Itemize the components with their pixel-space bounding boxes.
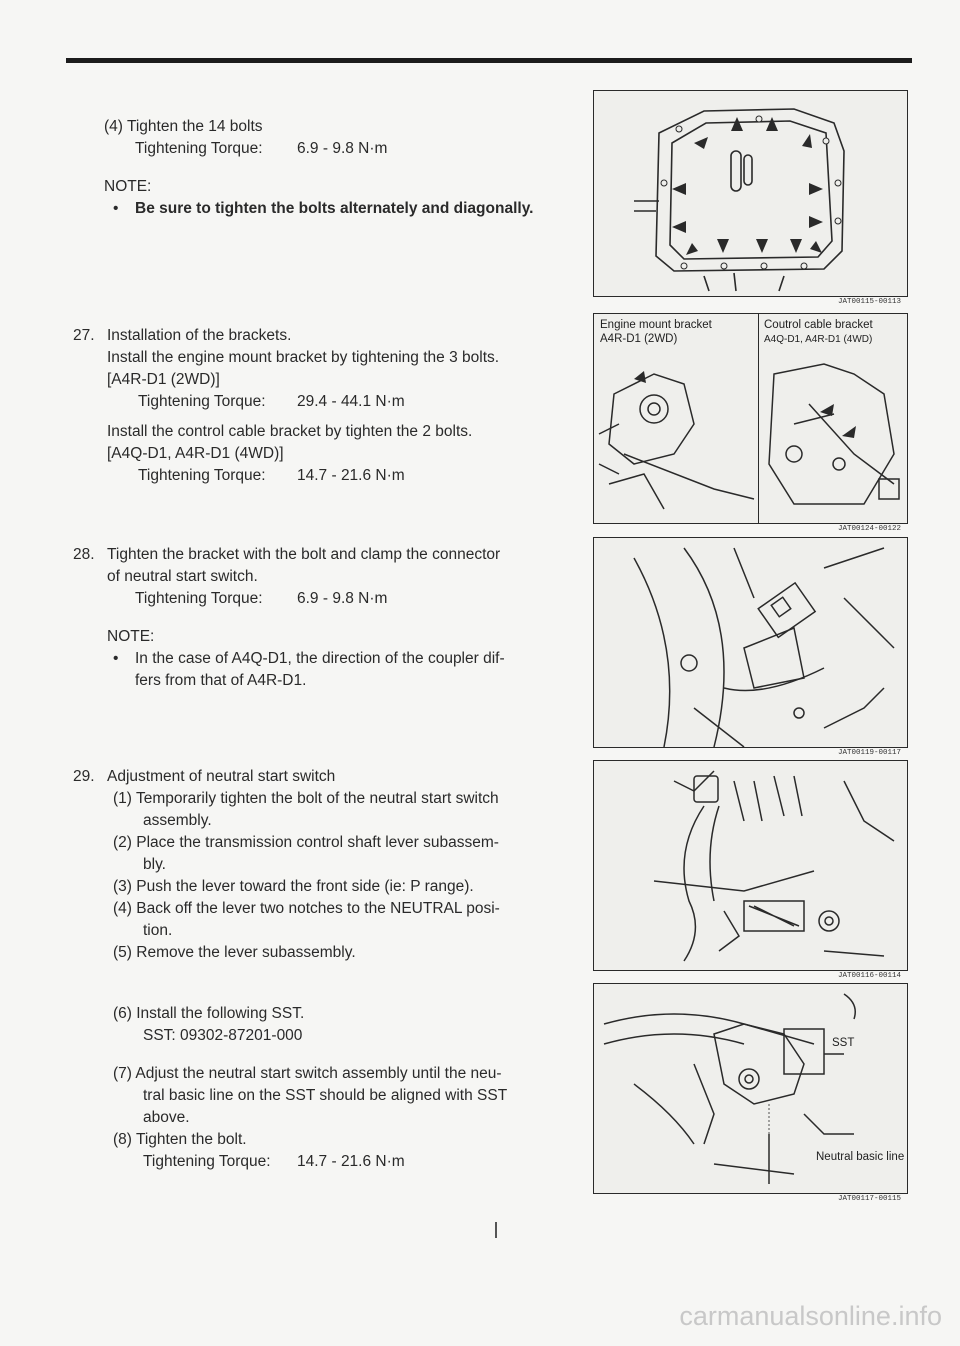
- figure-brackets: [593, 313, 908, 524]
- step28-number: 28.: [73, 546, 95, 563]
- figure3-id: JAT00119-00117: [838, 749, 902, 757]
- fig2-left-caption1: Engine mount bracket: [600, 319, 712, 331]
- step28-note-heading: NOTE:: [107, 628, 155, 645]
- step29-s1a: (1) Temporarily tighten the bolt of the neutral start switch: [113, 790, 499, 807]
- figure2-id: JAT00124-00122: [838, 525, 902, 533]
- step28-line2: of neutral start switch.: [107, 568, 258, 585]
- fig2-right-caption1: Coutrol cable bracket: [764, 319, 873, 331]
- step27-line3: [A4R-D1 (2WD)]: [107, 371, 220, 388]
- figure-oil-pan-bolts: [593, 90, 908, 297]
- connector-illustration: [594, 538, 907, 747]
- step28-torque-value: 6.9 - 9.8 N·m: [297, 590, 388, 607]
- step29-line1: Adjustment of neutral start switch: [107, 768, 336, 785]
- figure5-id: JAT00117-00115: [838, 1195, 902, 1203]
- step27-line1: Installation of the brackets.: [107, 327, 292, 344]
- step29-torque-label: Tightening Torque:: [143, 1153, 271, 1170]
- arrow-icons: [672, 117, 823, 255]
- step29-number: 29.: [73, 768, 95, 785]
- step29-sst: SST: 09302-87201-000: [143, 1027, 303, 1044]
- fig5-sst-label: SST: [832, 1037, 855, 1049]
- step29-s3: (3) Push the lever toward the front side (ie: P range).: [113, 878, 474, 895]
- page-marker: [495, 1222, 497, 1238]
- step26-note-bullet: Be sure to tighten the bolts alternately and diagonally.: [135, 200, 534, 217]
- step29-s8: (8) Tighten the bolt.: [113, 1131, 247, 1148]
- step29-s2a: (2) Place the transmission control shaft lever subassem-: [113, 834, 499, 851]
- step27-torque1-label: Tightening Torque:: [138, 393, 266, 410]
- figure-sst-alignment: [593, 983, 908, 1194]
- step28-note-line1: In the case of A4Q-D1, the direction of the coupler dif-: [135, 650, 505, 667]
- step26-note-heading: NOTE:: [104, 178, 152, 195]
- step29-s4b: tion.: [143, 922, 173, 939]
- fig2-right-caption2: A4Q-D1, A4R-D1 (4WD): [764, 334, 873, 345]
- step28-line1: Tighten the bracket with the bolt and clamp the connector: [107, 546, 501, 563]
- bullet-icon: •: [113, 650, 119, 667]
- step27-torque1-value: 29.4 - 44.1 N·m: [297, 393, 405, 410]
- step28-torque-label: Tightening Torque:: [135, 590, 263, 607]
- step27-line2: Install the engine mount bracket by tightening the 3 bolts.: [107, 349, 500, 366]
- step29-torque-value: 14.7 - 21.6 N·m: [297, 1153, 405, 1170]
- step29-s2b: bly.: [143, 856, 166, 873]
- fig5-neutral-line-label: Neutral basic line: [816, 1151, 905, 1163]
- step27-line4: Install the control cable bracket by tighten the 2 bolts.: [107, 423, 473, 440]
- step29-s7c: above.: [143, 1109, 190, 1126]
- step26-torque-value: 6.9 - 9.8 N·m: [297, 140, 388, 157]
- figure-connector: [593, 537, 908, 748]
- step27-torque2-label: Tightening Torque:: [138, 467, 266, 484]
- brackets-illustration: [594, 314, 907, 523]
- step26-sub4: (4) Tighten the 14 bolts: [104, 118, 263, 135]
- bullet-icon: •: [113, 200, 119, 217]
- switch-illustration: [594, 761, 907, 970]
- step29-s1b: assembly.: [143, 812, 212, 829]
- step29-s7b: tral basic line on the SST should be aligned with SST: [143, 1087, 508, 1104]
- step29-s5: (5) Remove the lever subassembly.: [113, 944, 356, 961]
- step27-number: 27.: [73, 327, 95, 344]
- top-rule: [66, 58, 912, 63]
- figure-switch-adjust: [593, 760, 908, 971]
- step29-s4a: (4) Back off the lever two notches to the NEUTRAL posi-: [113, 900, 500, 917]
- step29-s7a: (7) Adjust the neutral start switch assembly until the neu-: [113, 1065, 502, 1082]
- fig2-left-caption2: A4R-D1 (2WD): [600, 333, 678, 345]
- watermark: carmanualsonline.info: [679, 1301, 942, 1331]
- step27-torque2-value: 14.7 - 21.6 N·m: [297, 467, 405, 484]
- step27-line5: [A4Q-D1, A4R-D1 (4WD)]: [107, 445, 284, 462]
- step28-note-line2: fers from that of A4R-D1.: [135, 672, 307, 689]
- step26-torque-label: Tightening Torque:: [135, 140, 263, 157]
- step29-s6: (6) Install the following SST.: [113, 1005, 305, 1022]
- oil-pan-illustration: [594, 91, 907, 296]
- figure1-id: JAT00115-00113: [838, 298, 902, 306]
- figure4-id: JAT00116-00114: [838, 972, 902, 980]
